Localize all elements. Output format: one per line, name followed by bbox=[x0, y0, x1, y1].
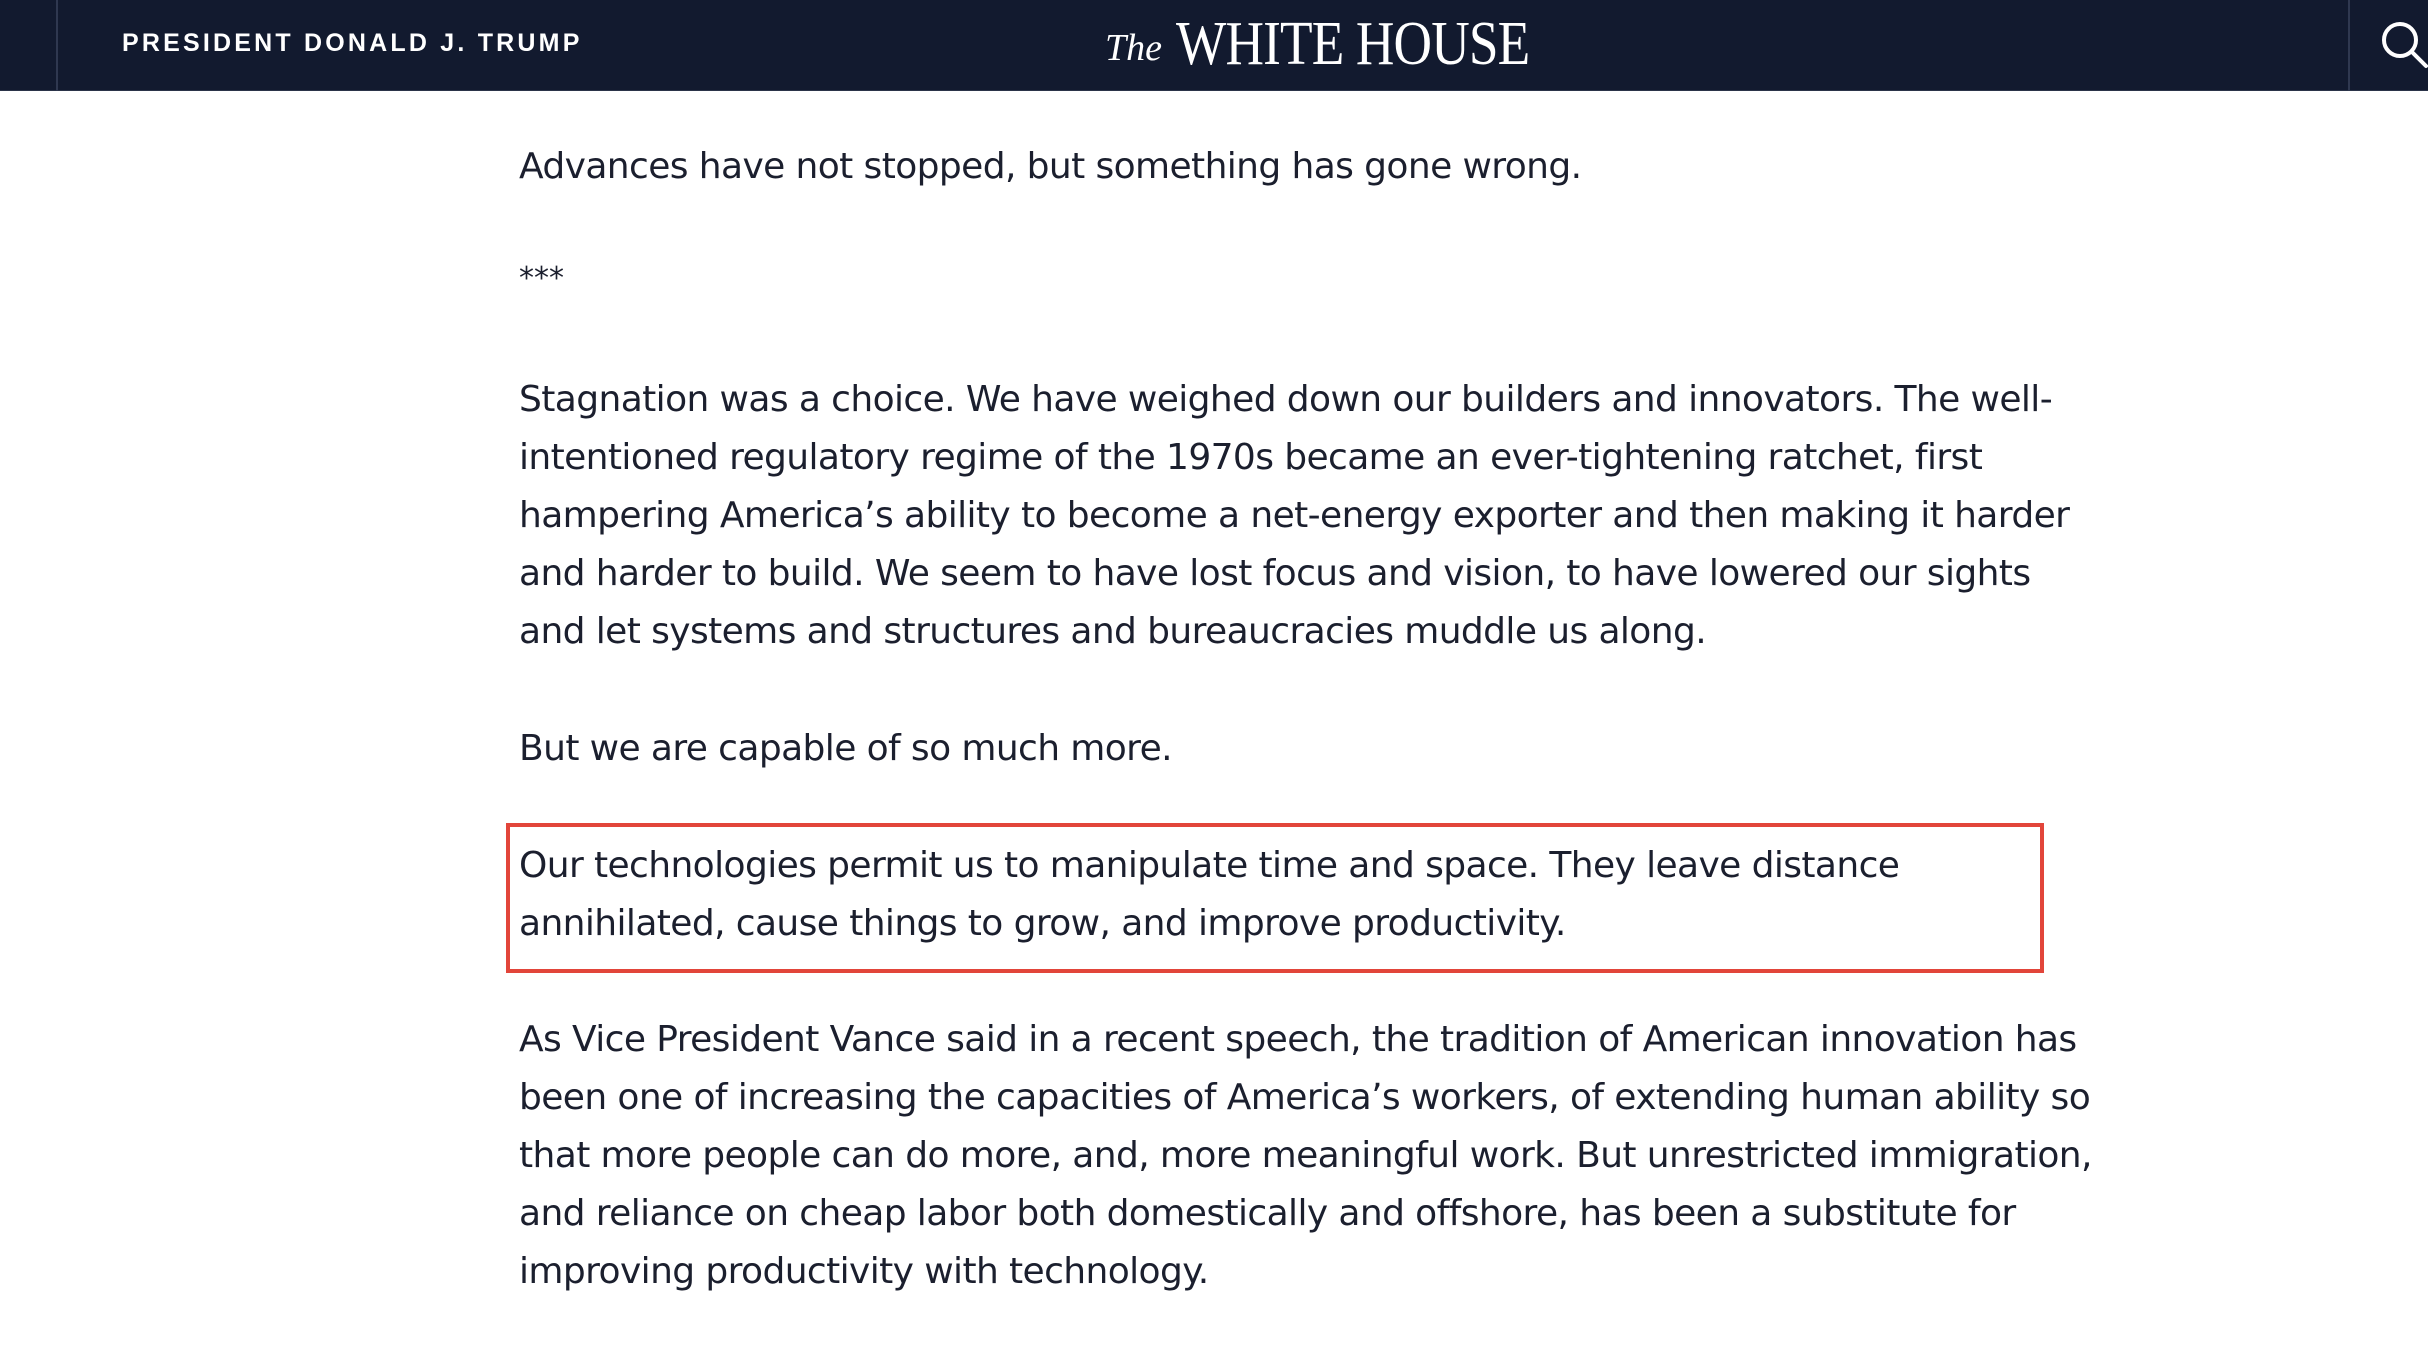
logo-the: The bbox=[1105, 27, 1162, 69]
site-header bbox=[0, 0, 2428, 91]
header-divider-right bbox=[2348, 0, 2350, 91]
highlight-annotation-box bbox=[506, 823, 2044, 973]
white-house-logo[interactable] bbox=[1105, 4, 1587, 100]
paragraph-technologies: Our technologies permit us to manipulate time and space. They leave distance annihilated, cause things to grow, and improve productivity. bbox=[519, 845, 1900, 944]
section-separator: *** bbox=[519, 261, 564, 296]
paragraph-capable: But we are capable of so much more. bbox=[519, 728, 1172, 769]
logo-white-house: WHITE HOUSE bbox=[1176, 10, 1530, 78]
search-button[interactable] bbox=[2374, 16, 2428, 72]
header-divider-left bbox=[56, 0, 58, 91]
paragraph-advances: Advances have not stopped, but something has gone wrong. bbox=[519, 146, 1582, 187]
president-link[interactable]: PRESIDENT DONALD J. TRUMP bbox=[122, 29, 583, 57]
paragraph-vance: As Vice President Vance said in a recent speech, the tradition of American innovation has been one of increasing the capacities of America’s workers, of extending human ability so that more people can do more, and, more meaningful work. But unrestricted immigration, and reliance on cheap labor both domestically and offshore, has been a substitute for improving productivity with technology. bbox=[519, 1019, 2092, 1292]
paragraph-stagnation: Stagnation was a choice. We have weighed down our builders and innovators. The well-intentioned regulatory regime of the 1970s became an ever-tightening ratchet, first hampering America’s ability to become a net-energy exporter and then making it harder and harder to build. We seem to have lost focus and vision, to have lowered our sights and let systems and structures and bureaucracies muddle us along. bbox=[519, 379, 2070, 652]
search-icon bbox=[2374, 16, 2428, 72]
